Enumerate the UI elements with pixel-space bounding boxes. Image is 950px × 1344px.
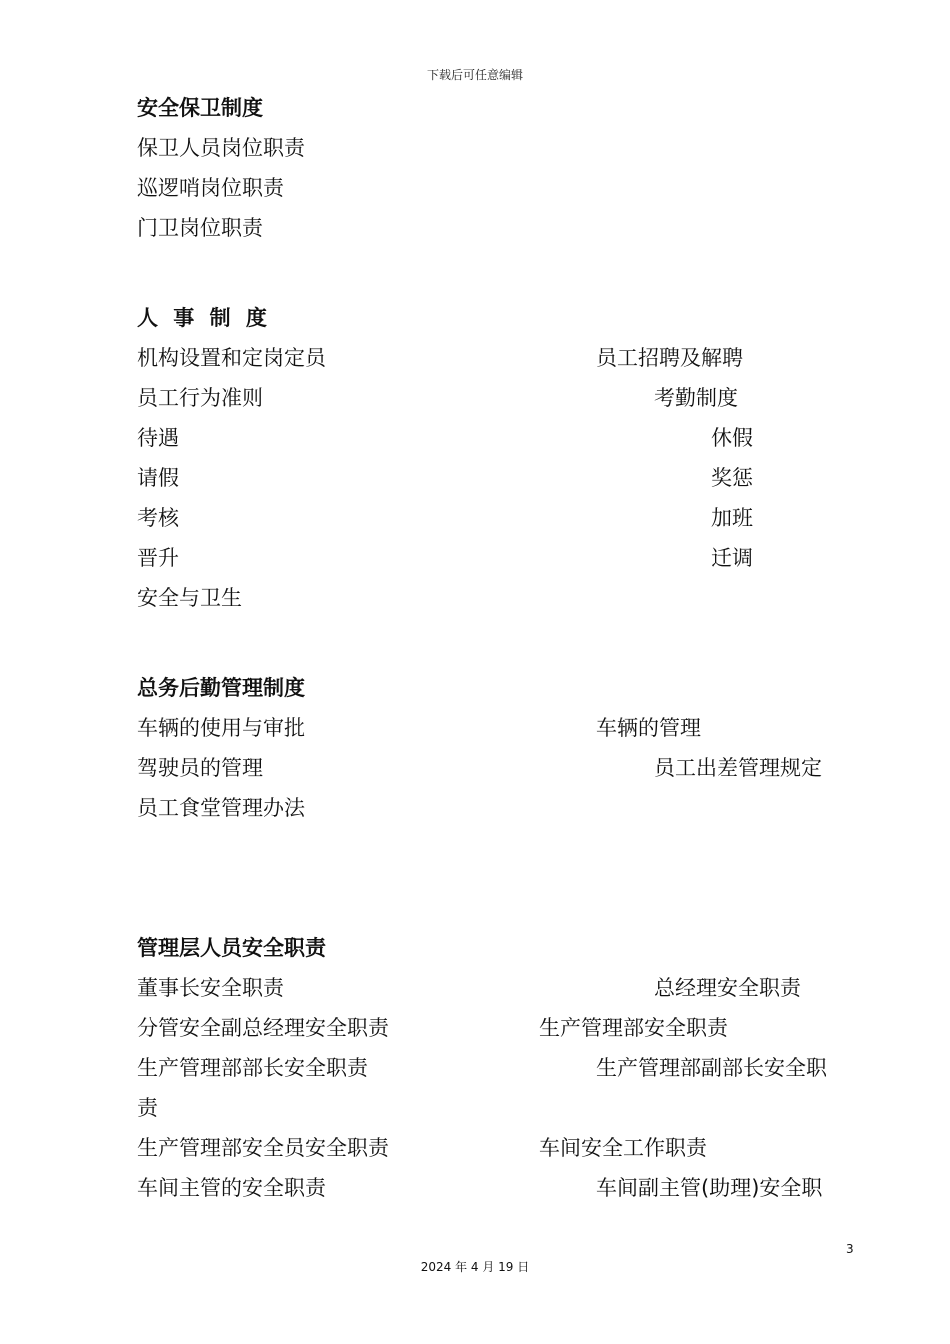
personnel-item-left: 考核 [137, 506, 179, 530]
personnel-item-right: 员工招聘及解聘 [596, 346, 743, 370]
personnel-item-right: 奖惩 [711, 466, 753, 490]
management-item-right: 车间副主管(助理)安全职 [596, 1176, 823, 1200]
logistics-item-left: 驾驶员的管理 [137, 756, 263, 780]
management-item-left: 生产管理部安全员安全职责 [137, 1136, 389, 1160]
security-item: 巡逻哨岗位职责 [137, 176, 284, 200]
management-item-right: 车间安全工作职责 [539, 1136, 707, 1160]
management-item-continuation: 责 [137, 1096, 158, 1120]
logistics-item-left: 员工食堂管理办法 [137, 796, 305, 820]
personnel-item-left: 待遇 [137, 426, 179, 450]
personnel-item-left: 晋升 [137, 546, 179, 570]
logistics-item-right: 员工出差管理规定 [654, 756, 822, 780]
personnel-item-left: 机构设置和定岗定员 [137, 346, 326, 370]
personnel-item-left: 安全与卫生 [137, 586, 242, 610]
section-title-logistics: 总务后勤管理制度 [137, 676, 305, 700]
page-number: 3 [846, 1242, 854, 1256]
section-title-security: 安全保卫制度 [137, 96, 263, 120]
management-item-left: 分管安全副总经理安全职责 [137, 1016, 389, 1040]
personnel-item-right: 加班 [711, 506, 753, 530]
personnel-item-right: 休假 [711, 426, 753, 450]
footer-date: 2024 年 4 月 19 日 [420, 1260, 530, 1274]
personnel-item-right: 迁调 [711, 546, 753, 570]
security-item: 门卫岗位职责 [137, 216, 263, 240]
page-header: 下载后可任意编辑 [426, 68, 523, 82]
section-title-personnel: 人 事 制 度 [137, 306, 271, 330]
personnel-item-right: 考勤制度 [654, 386, 738, 410]
management-item-right: 总经理安全职责 [654, 976, 801, 1000]
management-item-right: 生产管理部副部长安全职 [596, 1056, 827, 1080]
section-title-management: 管理层人员安全职责 [137, 936, 326, 960]
management-item-right: 生产管理部安全职责 [539, 1016, 728, 1040]
logistics-item-left: 车辆的使用与审批 [137, 716, 305, 740]
logistics-item-right: 车辆的管理 [596, 716, 701, 740]
management-item-left: 生产管理部部长安全职责 [137, 1056, 368, 1080]
management-item-left: 董事长安全职责 [137, 976, 284, 1000]
personnel-item-left: 员工行为准则 [137, 386, 263, 410]
personnel-item-left: 请假 [137, 466, 179, 490]
security-item: 保卫人员岗位职责 [137, 136, 305, 160]
management-item-left: 车间主管的安全职责 [137, 1176, 326, 1200]
